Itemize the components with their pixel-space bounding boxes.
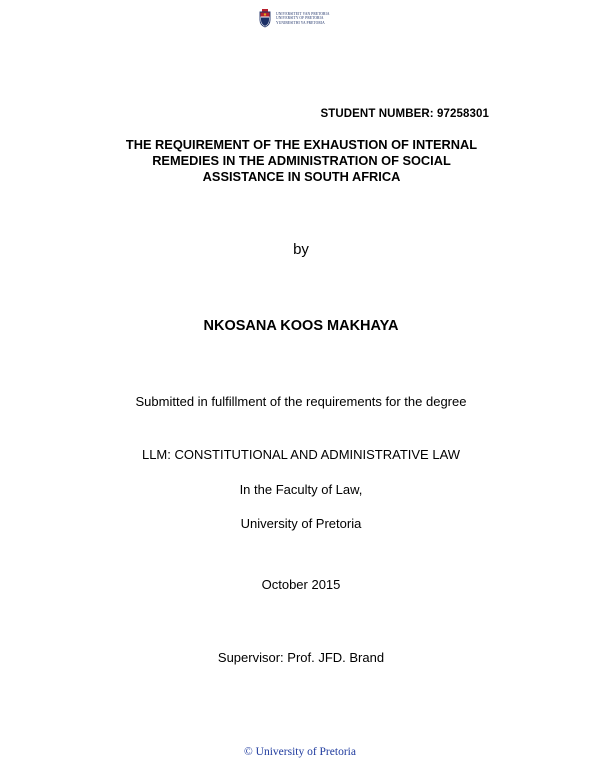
university-crest-icon [258, 8, 272, 28]
copyright-footer: © University of Pretoria [244, 746, 356, 758]
thesis-title [60, 137, 543, 185]
student-number: STUDENT NUMBER: 97258301 [320, 108, 489, 120]
author-name: NKOSANA KOOS MAKHAYA [203, 318, 399, 334]
logo-line-2: UNIVERSITY OF PRETORIA [276, 16, 324, 21]
faculty-name: In the Faculty of Law, [239, 482, 363, 497]
supervisor: Supervisor: Prof. JFD. Brand [217, 650, 385, 665]
title-line-3: ASSISTANCE IN SOUTH AFRICA [202, 169, 401, 184]
by-label: by [293, 241, 309, 258]
logo-line-1: UNIVERSITEIT VAN PRETORIA [276, 12, 330, 16]
submission-statement: Submitted in fulfillment of the requirements for the degree [135, 394, 467, 409]
submission-date: October 2015 [261, 577, 341, 592]
degree-name: LLM: CONSTITUTIONAL AND ADMINISTRATIVE LAW [141, 447, 461, 462]
university-logo [258, 8, 344, 30]
university-name: University of Pretoria [240, 516, 362, 531]
logo-line-3: YUNIBESITHI YA PRETORIA [276, 20, 325, 25]
title-line-1: THE REQUIREMENT OF THE EXHAUSTION OF INTERNAL [125, 137, 478, 152]
title-line-2: REMEDIES IN THE ADMINISTRATION OF SOCIAL [152, 153, 451, 168]
